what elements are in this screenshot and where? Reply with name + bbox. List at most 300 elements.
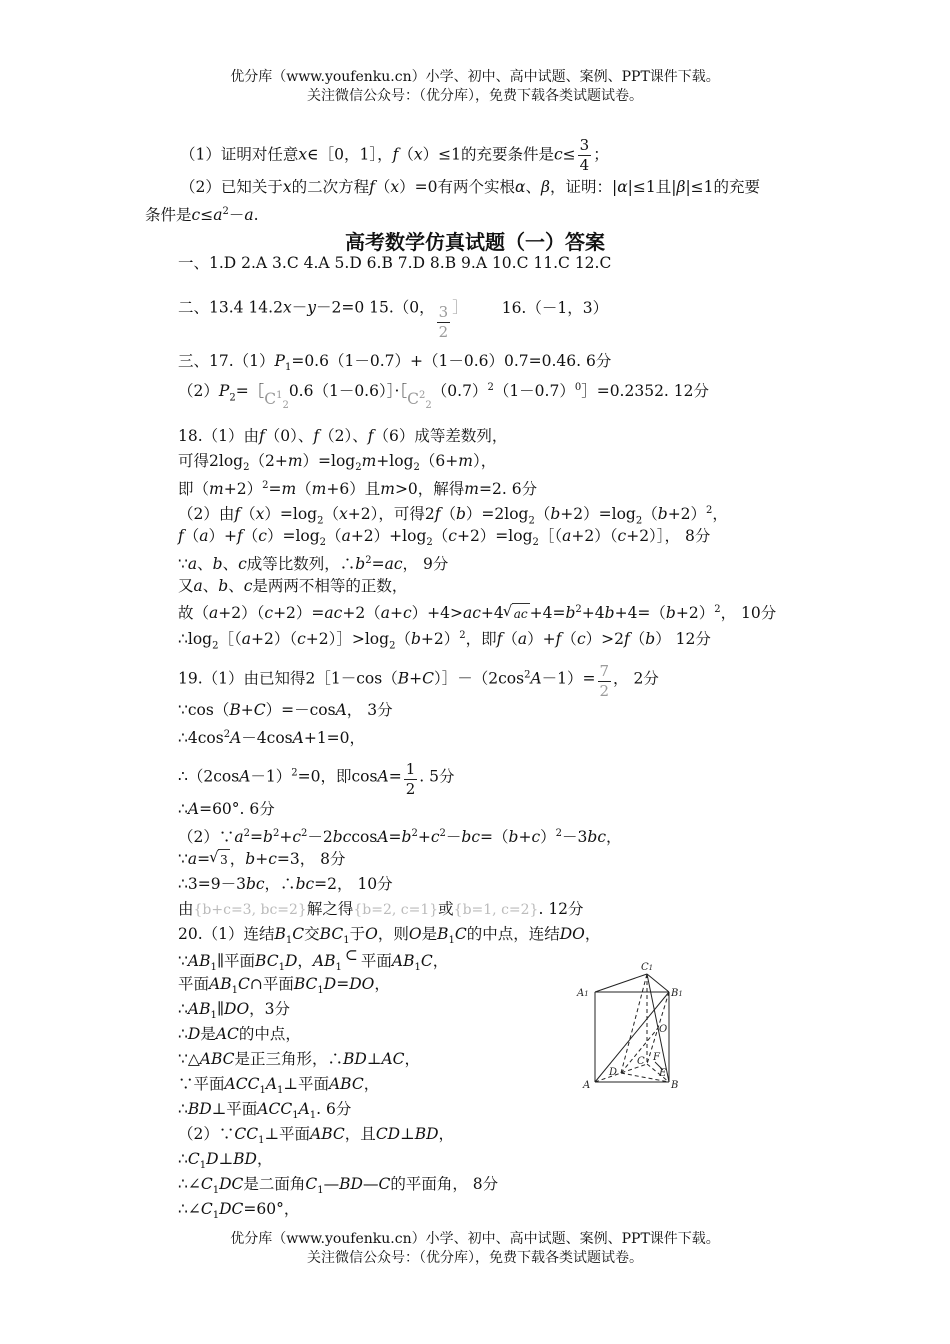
text-segment: （1）证明对任意 [180, 145, 299, 164]
var-b: b [604, 604, 615, 623]
var-beta: β [676, 178, 686, 196]
text-segment: +2）（ [250, 630, 298, 649]
fraction-3-4 [578, 136, 592, 175]
text-segment: （1－0.7） [493, 382, 575, 401]
var-m: m [464, 480, 479, 499]
var-B: B [397, 669, 410, 688]
text-segment: －1）= [541, 669, 596, 688]
answers-multiple-choice: 一、1.D 2.A 3.C 4.A 5.D 6.B 7.D 8.B 9.A 10.C 11.C 12.C [178, 254, 612, 272]
var-C: C [200, 1200, 213, 1218]
text-segment: +2）（ [571, 527, 618, 545]
subscript: 1 [212, 1210, 220, 1222]
q19-line7 [178, 849, 346, 870]
text-segment: 、 [525, 178, 541, 196]
var-A: A [335, 701, 347, 719]
combination-C-2-2 [407, 390, 432, 412]
text-segment: =60°. 6分 [199, 800, 275, 818]
var-C: C [187, 1150, 200, 1168]
text-segment: + [240, 701, 254, 719]
problem-part1 [180, 136, 609, 175]
text-segment: 16.（－1，3） [501, 298, 609, 317]
text-segment: ］ [452, 298, 468, 317]
q20-line5 [178, 1024, 301, 1044]
text-segment: 是 [421, 925, 438, 943]
page-header-line2: 关注微信公众号：（优分库），免费下载各类试题试卷。 [307, 88, 643, 104]
text-segment: 故（ [178, 604, 210, 623]
subset-symbol: ⊂ [344, 946, 358, 964]
text-segment: +2）（ [218, 604, 265, 623]
text-segment: =（ [480, 828, 509, 847]
var-c: c [258, 527, 267, 545]
text-segment: ）≤1的充要条件是 [422, 145, 554, 164]
var-ABC: ABC [310, 1125, 345, 1143]
var-A: A [377, 828, 389, 847]
q18-line5 [178, 526, 710, 553]
var-A: A [230, 729, 242, 748]
text-segment: （ [642, 505, 658, 524]
var-a: a [213, 206, 223, 225]
text-segment: 平面 [178, 975, 210, 993]
text-segment: =2， 10分 [314, 875, 393, 893]
prism-figure [575, 958, 695, 1098]
var-m: m [380, 480, 395, 499]
text-segment: =0.6（1－0.7）+（1－0.6）0.7=0.46. 6分 [291, 352, 612, 370]
page-footer-line1: 优分库（www.youfenku.cn）小学、初中、高中试题、案例、PPT课件下载。 [230, 1231, 720, 1247]
text-segment: ， [229, 850, 246, 868]
label-C: C [637, 1056, 645, 1067]
var-ac: ac [462, 604, 481, 623]
text-segment: ， 9分 [402, 555, 449, 574]
q19-line8 [178, 874, 393, 894]
text-segment: +2），可得2 [347, 505, 435, 524]
var-AB: AB [312, 952, 336, 970]
text-segment: （6）成等差数列， [373, 427, 508, 445]
superscript: 2 [575, 604, 582, 615]
text-segment: +4 [480, 604, 504, 623]
text-segment: 成等比数列，∴ [246, 555, 356, 574]
var-b: b [245, 850, 256, 868]
superscript: 2 [524, 669, 531, 681]
var-P: P [274, 352, 285, 370]
text-segment: =2. 6分 [479, 480, 538, 499]
text-segment: －2=0 15.（0， [315, 298, 435, 317]
var-bc: bc [295, 875, 315, 893]
text-segment: ）+ [208, 527, 238, 545]
text-segment: ， [374, 975, 390, 993]
subscript: 1 [212, 1185, 220, 1197]
var-a: a [209, 604, 219, 623]
var-x: x [255, 505, 265, 524]
superscript: 2 [411, 828, 418, 839]
text-segment: ， [256, 1150, 273, 1168]
text-segment: — [363, 1175, 379, 1193]
var-c: c [264, 604, 274, 623]
text-segment: －3 [562, 828, 588, 847]
superscript: 2 [301, 828, 308, 839]
text-segment: +2） [675, 604, 715, 623]
var-a: a [187, 555, 198, 574]
text-segment: ⊥平面 [211, 1100, 258, 1118]
var-AC: AC [381, 1050, 405, 1068]
var-BD: BD [339, 1175, 363, 1193]
text-segment: （ [395, 630, 411, 649]
text-segment: cos [351, 828, 378, 847]
var-ac: ac [384, 555, 403, 574]
var-f: f [259, 427, 265, 445]
text-segment: （2）、 [319, 427, 368, 445]
text-segment: ∴4cos [178, 729, 224, 748]
var-a: a [562, 527, 572, 545]
fraction-1-2 [404, 760, 418, 799]
var-DO: DO [349, 975, 375, 993]
q20-line6 [178, 1049, 420, 1069]
text-segment: ∴∠ [178, 1175, 201, 1193]
var-b: b [508, 828, 519, 847]
var-f: f [369, 178, 375, 196]
q20-line7 [178, 1074, 379, 1101]
combination-C-2-1 [264, 390, 289, 412]
var-BC: BC [319, 925, 344, 943]
var-O: O [408, 925, 422, 943]
text-segment: ）=log [266, 527, 320, 545]
text-segment: （ [561, 630, 577, 649]
q19-line4 [178, 758, 454, 797]
text-segment: =［ [235, 382, 265, 401]
var-x: x [413, 145, 423, 164]
var-A: A [239, 767, 251, 786]
text-segment: （2）由 [178, 505, 235, 524]
text-segment: ］=0.2352. 12分 [581, 382, 710, 401]
text-segment: ∴ [178, 1150, 188, 1168]
text-segment: ）， [472, 452, 497, 470]
text-segment: ， [432, 952, 449, 970]
var-bc: bc [461, 828, 481, 847]
var-C: C [292, 925, 305, 943]
var-c: c [402, 604, 412, 623]
var-D: D [206, 1150, 219, 1168]
var-O: O [365, 925, 378, 943]
var-alpha: α [617, 178, 628, 196]
text-segment: +2（ [342, 604, 381, 623]
text-segment: +2）=log [456, 527, 533, 545]
text-segment: （ [629, 630, 646, 649]
text-segment: ）］－（2cos [433, 669, 525, 688]
q20-line11 [178, 1174, 498, 1201]
text-segment: ∥ [216, 1000, 225, 1018]
equation-system-2: {b=2, c=1} [353, 902, 439, 918]
text-segment: ， [297, 952, 313, 970]
var-BD: BD [187, 1100, 212, 1118]
superscript: 2 [714, 604, 721, 615]
superscript: 2 [419, 390, 426, 401]
text-segment: +2） [667, 505, 707, 524]
var-m: m [361, 452, 377, 470]
q18-line9 [178, 626, 711, 656]
var-f: f [434, 505, 441, 524]
q18-line1 [178, 426, 507, 446]
page-header-line1: 优分库（www.youfenku.cn）小学、初中、高中试题、案例、PPT课件下载。 [230, 69, 720, 85]
var-a: a [244, 206, 254, 225]
var-A: A [265, 1075, 278, 1093]
subscript: 1 [309, 1110, 317, 1122]
var-f: f [392, 145, 399, 164]
text-segment: ）=log [264, 505, 318, 524]
q20-line12 [178, 1199, 299, 1226]
text-segment: . 12分 [538, 900, 584, 918]
answers-fill-in [178, 289, 609, 341]
subscript: 2 [389, 640, 396, 652]
subscript: 1 [292, 1110, 299, 1122]
text-segment: ， [438, 1125, 455, 1143]
text-segment: >0，解得 [394, 480, 465, 499]
diag-A-B1 [595, 992, 669, 1082]
text-segment: － [291, 298, 308, 317]
text-segment: ⊥ [218, 1150, 234, 1168]
text-segment: +4=（ [614, 604, 666, 623]
text-segment: （0）、 [264, 427, 314, 445]
text-segment: ∵△ [178, 1050, 200, 1068]
label-F: F [653, 1052, 660, 1063]
text-segment: ）=－cos [265, 701, 336, 719]
text-segment: （ [296, 480, 312, 499]
fraction-numerator: 7 [599, 662, 610, 680]
text-segment: ［（ [538, 527, 563, 545]
var-ACC: ACC [257, 1100, 293, 1118]
subscript: 2 [355, 462, 362, 474]
text-segment: ， 10分 [720, 604, 777, 623]
var-A: A [187, 800, 200, 818]
var-B: B [437, 925, 449, 943]
subscript: 1 [210, 962, 217, 974]
var-bc: bc [332, 828, 352, 847]
var-a: a [517, 630, 528, 649]
var-a: a [241, 630, 251, 649]
fraction-numerator: 3 [438, 303, 449, 321]
subscript: 2 [282, 400, 289, 412]
text-segment: 、 [228, 577, 244, 595]
text-segment: ，3分 [249, 1000, 291, 1018]
text-segment: （ [242, 527, 259, 545]
text-segment: 交 [304, 925, 320, 943]
superscript: 2 [555, 828, 563, 839]
text-segment: （2）已知关于 [180, 178, 283, 196]
text-segment: 解之得 [306, 900, 354, 918]
var-AC: AC [215, 1025, 239, 1043]
text-segment: 、 [202, 577, 219, 595]
fraction-denominator: 2 [438, 323, 449, 341]
superscript: 2 [459, 630, 466, 641]
text-segment: － [228, 206, 245, 225]
text-segment: 由 [178, 900, 194, 918]
subscript: 2 [317, 515, 324, 527]
text-segment: +6）且 [326, 480, 381, 499]
text-segment: + [417, 828, 431, 847]
superscript: 2 [487, 382, 494, 393]
text-segment: C [264, 390, 277, 409]
var-m: m [281, 480, 297, 499]
subscript: 2 [426, 537, 433, 549]
text-segment: = [197, 850, 211, 868]
text-segment: 的二次方程 [291, 178, 370, 196]
text-segment: 19.（1）由已知得2［1－cos（ [178, 669, 398, 688]
var-DC: DC [219, 1200, 244, 1218]
text-segment: +2）］， 8分 [626, 527, 711, 545]
text-segment: ， [363, 1075, 380, 1093]
text-segment: ）=0有两个实根 [399, 178, 516, 196]
text-segment: ∴3=9－3 [178, 875, 246, 893]
text-segment: + [389, 604, 403, 623]
var-b: b [665, 604, 676, 623]
text-segment: + [518, 828, 532, 847]
text-segment: ）+ [527, 630, 556, 649]
text-segment: ，即 [465, 630, 497, 649]
var-D: D [323, 975, 337, 993]
var-C: C [454, 925, 467, 943]
var-C: C [420, 952, 433, 970]
label-B: B [671, 1080, 679, 1091]
text-segment: 于 [349, 925, 366, 943]
text-segment: 20.（1）连结 [178, 925, 275, 943]
text-segment: 又 [178, 577, 194, 595]
var-b: b [401, 828, 412, 847]
var-CC: CC [234, 1125, 259, 1143]
text-segment: C [407, 390, 420, 409]
superscript: 2 [262, 480, 269, 491]
text-segment: = [371, 555, 385, 574]
text-segment: ，且 [344, 1125, 376, 1143]
var-ABC: ABC [328, 1075, 364, 1093]
q20-line3 [178, 974, 390, 1001]
subscript: 1 [317, 985, 324, 997]
text-segment: ∴log [178, 630, 213, 649]
var-BD: BD [233, 1150, 257, 1168]
text-segment: 二、13.4 14.2 [178, 298, 283, 317]
var-c: c [448, 527, 457, 545]
var-c: c [292, 828, 301, 847]
text-segment: （ [398, 145, 414, 164]
var-A: A [292, 729, 304, 748]
var-bc: bc [245, 875, 265, 893]
text-segment: = [250, 828, 263, 847]
q18-line3 [178, 476, 537, 499]
text-segment: 、 [197, 555, 213, 574]
var-b: b [263, 828, 273, 847]
var-BD: BD [343, 1050, 367, 1068]
subscript: 2 [319, 537, 327, 549]
subscript: 2 [229, 392, 236, 404]
text-segment: +log [376, 452, 414, 470]
problem-part2-line2 [145, 202, 259, 225]
subscript: 1 [259, 1085, 266, 1097]
fraction-denominator: 2 [405, 780, 416, 798]
var-x: x [282, 298, 292, 317]
text-segment: ， [606, 828, 622, 847]
text-segment: +2） [420, 630, 460, 649]
label-D: D [609, 1067, 618, 1078]
fraction-denominator: 4 [579, 156, 590, 174]
subscript: 1 [285, 935, 293, 947]
text-segment: =0，即cos [297, 767, 378, 786]
text-segment: ； [593, 145, 609, 164]
text-segment: ） 12分 [655, 630, 711, 649]
var-f: f [496, 630, 503, 649]
text-segment: ， 2分 [613, 669, 659, 688]
text-segment: ∴ [178, 1025, 188, 1043]
fraction-3-2 [437, 303, 451, 342]
q18-line2 [178, 451, 496, 478]
text-segment: ⊥平面 [283, 1075, 329, 1093]
text-segment: （6+ [419, 452, 459, 470]
text-segment: （2+ [249, 452, 288, 470]
text-segment: ≤ [200, 206, 214, 225]
superscript: 2 [365, 555, 372, 566]
subscript: 2 [528, 515, 535, 527]
subscript: 1 [277, 1085, 284, 1097]
text-segment: +2）=log [560, 505, 636, 524]
subscript: 2 [243, 462, 250, 474]
var-c: c [617, 527, 627, 545]
var-A: A [298, 1100, 310, 1118]
text-segment: ⊥ [400, 1125, 415, 1143]
superscript: 0 [574, 382, 582, 393]
label-B1: B1 [671, 988, 683, 999]
text-segment: ∴（2cos [178, 767, 240, 786]
var-b: b [410, 630, 421, 649]
subscript: 1 [448, 935, 455, 947]
text-segment: ）=2log [465, 505, 529, 524]
q18-line6 [178, 551, 448, 574]
text-segment: ∵ [178, 850, 188, 868]
q20-line1 [178, 924, 600, 951]
q17-line1 [178, 351, 611, 378]
fraction-7-2 [598, 662, 612, 701]
subscript: 2 [425, 400, 432, 412]
text-segment: （0.7） [431, 382, 488, 401]
var-f: f [237, 527, 243, 545]
text-segment: ∴ [178, 1100, 188, 1118]
var-c: c [531, 828, 541, 847]
text-segment: 0.6（1－0.6）］·［ [288, 382, 408, 401]
q17-line2 [178, 378, 710, 412]
var-c: c [191, 206, 201, 225]
text-segment: +2）+log [350, 527, 427, 545]
var-c: c [238, 555, 247, 574]
text-segment: 的中点， [238, 1025, 301, 1043]
text-segment: （ [323, 505, 339, 524]
var-DO: DO [224, 1000, 250, 1018]
var-AB: AB [187, 1000, 211, 1018]
var-b: b [657, 505, 668, 524]
text-segment: = [388, 767, 402, 786]
var-bc: bc [587, 828, 607, 847]
var-A: A [377, 767, 389, 786]
var-A: A [530, 669, 542, 688]
var-m: m [287, 452, 303, 470]
text-segment: = [336, 975, 350, 993]
text-segment: （ [440, 505, 456, 524]
text-segment: ∩平面 [249, 975, 294, 993]
var-BC: BC [255, 952, 279, 970]
q19-line6 [178, 824, 622, 847]
subscript: 1 [199, 1160, 207, 1172]
superscript: 2 [272, 828, 280, 839]
subscript: 1 [258, 1135, 265, 1147]
text-segment: ， 3分 [346, 701, 393, 719]
text-segment: ，∴ [264, 875, 296, 893]
var-a: a [199, 527, 209, 545]
subscript: 2 [413, 462, 420, 474]
var-a: a [193, 577, 203, 595]
